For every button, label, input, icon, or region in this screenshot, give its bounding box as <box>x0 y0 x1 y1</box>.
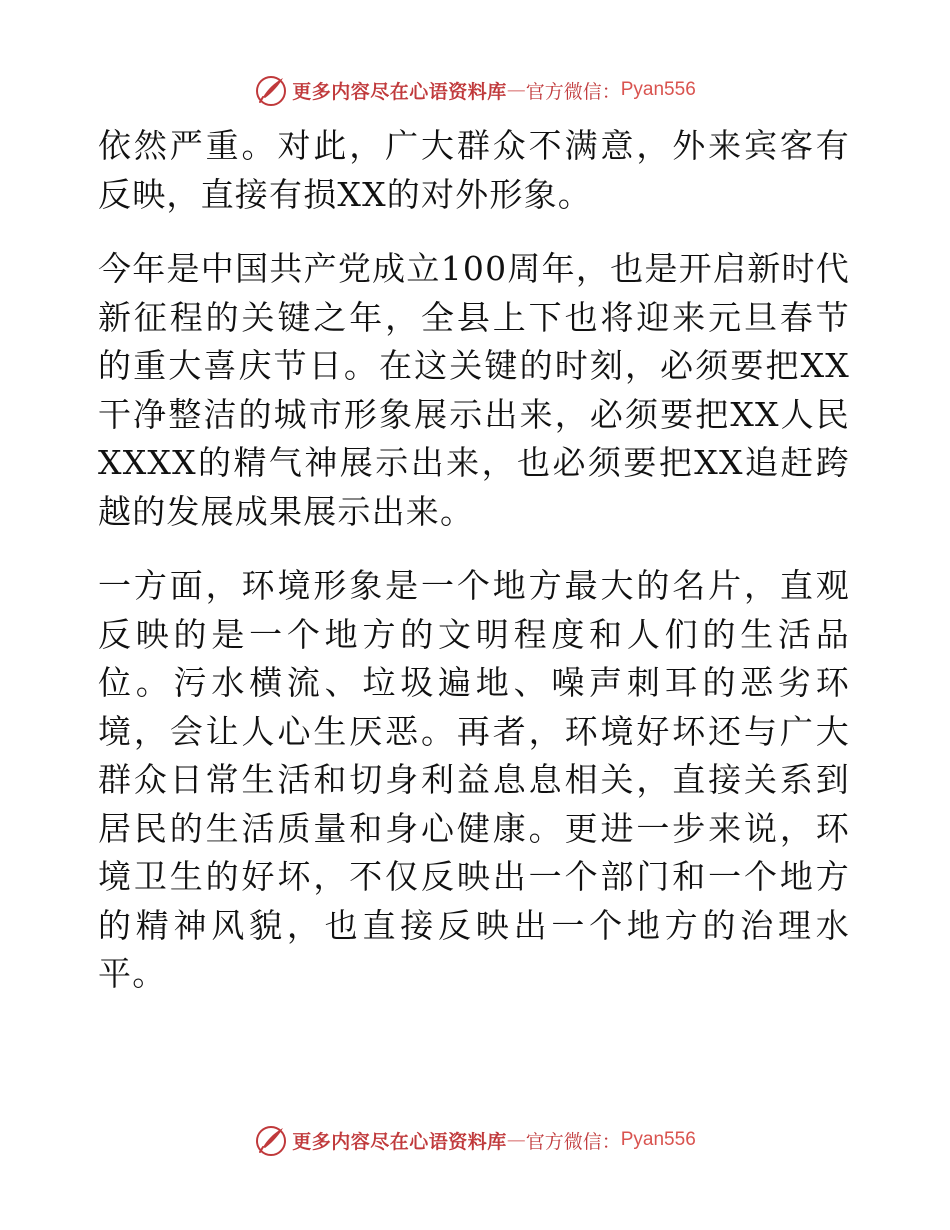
wechat-label: 官方微信： <box>525 1130 621 1153</box>
wechat-id: Pyan556 <box>620 79 696 100</box>
quill-pen-icon <box>254 1123 288 1157</box>
promo-separator: — <box>506 79 526 101</box>
promo-text: 更多内容尽在心语资料库 <box>292 1130 507 1153</box>
wechat-label: 官方微信： <box>525 80 621 103</box>
wechat-id: Pyan556 <box>620 1129 696 1150</box>
footer-banner <box>0 1120 950 1160</box>
promo-separator: — <box>506 1129 526 1151</box>
promo-text: 更多内容尽在心语资料库 <box>292 80 507 103</box>
paragraph-1: 依然严重。对此，广大群众不满意，外来宾客有反映，直接有损XX的对外形象。 <box>98 126 850 214</box>
document-body <box>98 122 850 1025</box>
header-banner <box>0 70 950 110</box>
paragraph-2: 今年是中国共产党成立100周年，也是开启新时代新征程的关键之年，全县上下也将迎来元旦春节的重大喜庆节日。在这关键的时刻，必须要把XX干净整洁的城市形象展示出来，必须要把XX人民XXXX的精气神展示出来，也必须要把XX追赶跨越的发展成果展示出来。 <box>98 249 850 531</box>
quill-pen-icon <box>254 73 288 107</box>
paragraph-3: 一方面，环境形象是一个地方最大的名片，直观反映的是一个地方的文明程度和人们的生活品位。污水横流、垃圾遍地、噪声刺耳的恶劣环境，会让人心生厌恶。再者，环境好坏还与广大群众日常生活和切身利益息息相关，直接关系到居民的生活质量和身心健康。更进一步来说，环境卫生的好坏，不仅反映出一个部门和一个地方的精神风貌，也直接反映出一个地方的治理水平。 <box>98 566 850 993</box>
